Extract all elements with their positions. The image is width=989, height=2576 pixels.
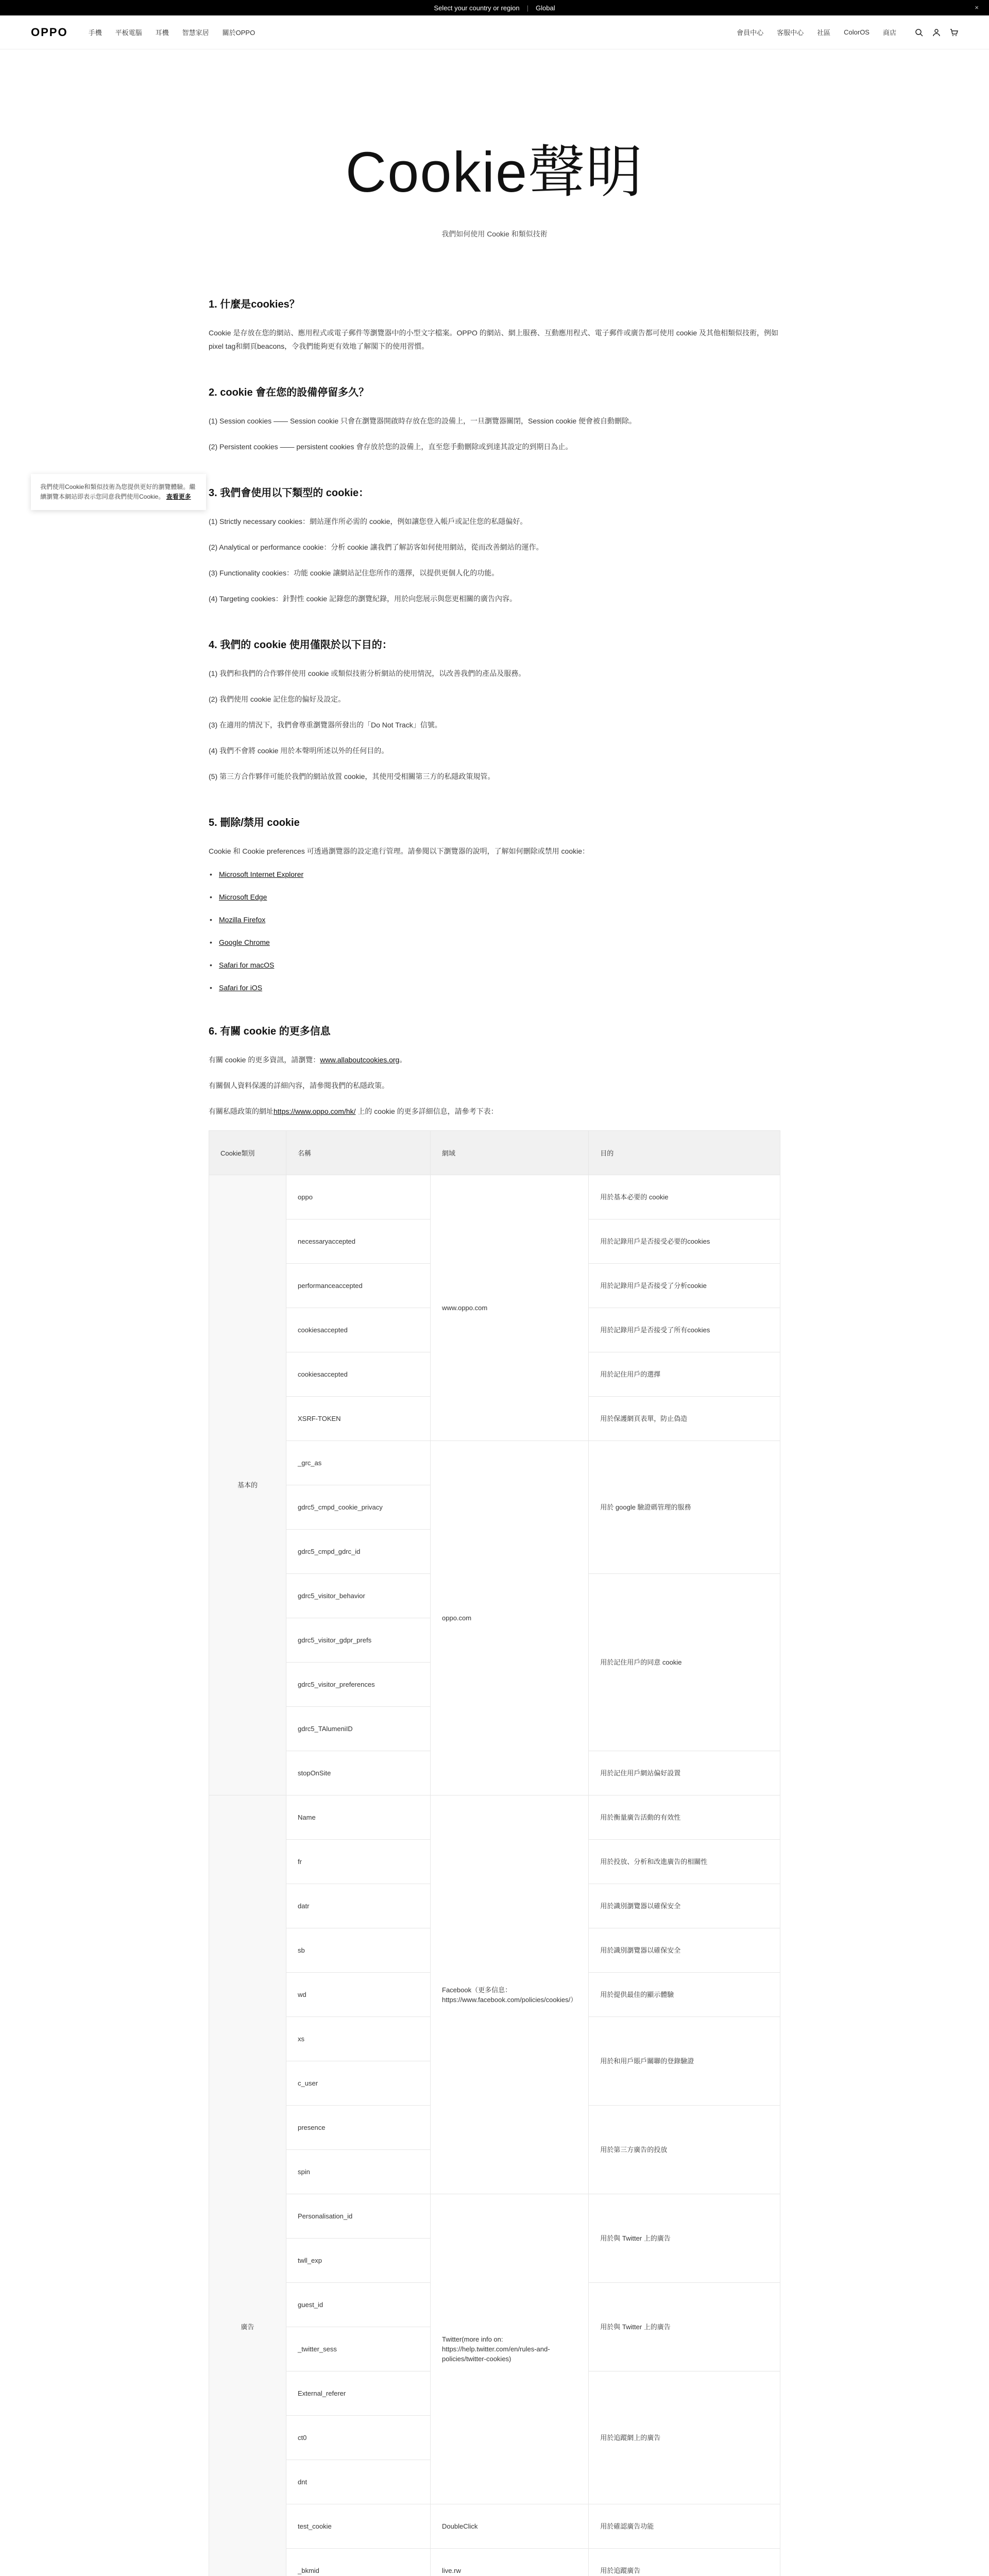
browser-link-chrome[interactable]: Google Chrome xyxy=(219,938,270,946)
section-paragraph: 有關個人資料保護的詳細內容，請參閱我們的私隱政策。 xyxy=(209,1081,389,1090)
cookie-domain: www.oppo.com xyxy=(431,1175,589,1441)
list-item xyxy=(209,984,780,992)
nav-link-support[interactable]: 客服中心 xyxy=(777,29,804,37)
nav-link-member[interactable]: 會員中心 xyxy=(737,29,764,37)
section-paragraph: (2) Persistent cookies —— persistent cookies 會存放於您的設備上，直至您手動刪除或到達其設定的到期日為止。 xyxy=(209,443,573,451)
region-banner-text: Select your country or region xyxy=(434,4,520,12)
cookie-purpose: 用於記錄用戶是否接受必要的cookies xyxy=(589,1219,780,1264)
cookie-purpose: 用於識別瀏覽器以確保安全 xyxy=(589,1884,780,1928)
cookie-domain: Facebook（更多信息：https://www.facebook.com/policies/cookies/） xyxy=(431,1795,589,2194)
cookie-name: guest_id xyxy=(286,2283,431,2327)
page-title: Cookie聲明 xyxy=(345,141,644,204)
section-paragraph: 有關私隱政策的網址https://www.oppo.com/hk/ 上的 cookie 的更多詳細信息，請參考下表： xyxy=(209,1107,498,1115)
browser-link-safari-ios[interactable]: Safari for iOS xyxy=(219,984,263,992)
search-icon[interactable] xyxy=(915,28,923,37)
section-paragraph: (1) Strictly necessary cookies：網站運作所必需的 cookie，例如讓您登入帳戶或記住您的私隱偏好。 xyxy=(209,517,527,526)
cookie-purpose: 用於與 Twitter 上的廣告 xyxy=(589,2283,780,2371)
table-row xyxy=(209,2194,780,2239)
cookie-name: gdrc5_visitor_behavior xyxy=(286,1574,431,1618)
list-item xyxy=(209,916,780,924)
hero xyxy=(0,49,989,239)
section-paragraph: (2) 我們使用 cookie 記住您的偏好及設定。 xyxy=(209,695,346,703)
browser-list xyxy=(209,870,780,992)
table-header-row xyxy=(209,1131,780,1175)
cookie-name: performanceaccepted xyxy=(286,1264,431,1308)
cookie-purpose: 用於記住用戶網站偏好設置 xyxy=(589,1751,780,1795)
cookie-name: gdrc5_visitor_preferences xyxy=(286,1663,431,1707)
cookie-purpose: 用於投放、分析和改進廣告的相關性 xyxy=(589,1840,780,1884)
section-delete-cookies xyxy=(209,814,780,992)
cookie-name: _grc_as xyxy=(286,1441,431,1485)
section-paragraph: (3) 在適用的情況下，我們會尊重瀏覽器所發出的「Do Not Track」信號。 xyxy=(209,721,442,729)
table-row xyxy=(209,1175,780,1219)
nav-link-audio[interactable]: 耳機 xyxy=(155,29,169,37)
section-title: 5. 刪除/禁用 cookie xyxy=(209,817,300,828)
nav-link-about[interactable]: 關於OPPO xyxy=(222,29,255,37)
list-item xyxy=(209,870,780,878)
cookie-domain: DoubleClick xyxy=(431,2504,589,2549)
cookie-purpose: 用於衡量廣告活動的有效性 xyxy=(589,1795,780,1840)
section-title: 2. cookie 會在您的設備停留多久？ xyxy=(209,387,369,398)
oppo-hk-link[interactable]: https://www.oppo.com/hk/ xyxy=(274,1107,356,1115)
cart-icon[interactable] xyxy=(950,28,958,37)
cookie-name: spin xyxy=(286,2150,431,2194)
cookie-name: gdrc5_visitor_gdpr_prefs xyxy=(286,1618,431,1663)
table-header: 網域 xyxy=(431,1131,589,1175)
cookie-purpose: 用於和用戶賬戶關聯的登錄驗證 xyxy=(589,2017,780,2106)
section-more-info xyxy=(209,1023,780,2576)
cookie-purpose: 用於提供最佳的顯示體驗 xyxy=(589,1973,780,2017)
cookie-category: 廣告 xyxy=(209,1795,286,2576)
cookie-category: 基本的 xyxy=(209,1175,286,1795)
nav-link-phones[interactable]: 手機 xyxy=(88,29,102,37)
cookie-name: cookiesaccepted xyxy=(286,1308,431,1352)
close-icon[interactable]: × xyxy=(975,4,979,11)
table-header: 名稱 xyxy=(286,1131,431,1175)
section-paragraph: (1) Session cookies —— Session cookie 只會在瀏覽器開啟時存放在您的設備上，一旦瀏覽器關閉，Session cookie 便會被自動刪除。 xyxy=(209,417,637,425)
cookie-consent-note xyxy=(31,474,206,510)
cookie-domain: Twitter(more info on: https://help.twitter.com/en/rules-and-policies/twitter-cookies) xyxy=(431,2194,589,2504)
cookie-purpose: 用於記住用戶的選擇 xyxy=(589,1352,780,1397)
section-cookie-purposes xyxy=(209,636,780,783)
cookie-purpose: 用於 google 驗證碼管理的服務 xyxy=(589,1441,780,1574)
nav-links xyxy=(89,27,255,37)
cookie-name: XSRF-TOKEN xyxy=(286,1397,431,1441)
section-paragraph: (3) Functionality cookies：功能 cookie 讓網站記住您所作的選擇，以提供更個人化的功能。 xyxy=(209,569,499,577)
cookie-name: Name xyxy=(286,1795,431,1840)
cookie-name: gdrc5_TAlumeniID xyxy=(286,1707,431,1751)
section-paragraph: (4) Targeting cookies：針對性 cookie 記錄您的瀏覽紀錄，用於向您展示與您更相關的廣告內容。 xyxy=(209,595,517,603)
cookie-purpose: 用於記錄用戶是否接受了所有cookies xyxy=(589,1308,780,1352)
cookie-name: datr xyxy=(286,1884,431,1928)
cookie-name: xs xyxy=(286,2017,431,2061)
cookie-name: Personalisation_id xyxy=(286,2194,431,2239)
cookie-purpose: 用於基本必要的 cookie xyxy=(589,1175,780,1219)
table-row xyxy=(209,1795,780,1840)
cookie-purpose: 用於第三方廣告的投放 xyxy=(589,2106,780,2194)
cookie-purpose: 用於記錄用戶是否接受了分析cookie xyxy=(589,1264,780,1308)
browser-link-ie[interactable]: Microsoft Internet Explorer xyxy=(219,870,304,878)
nav-link-tablets[interactable]: 平板電腦 xyxy=(115,29,142,37)
cookie-name: cookiesaccepted xyxy=(286,1352,431,1397)
nav-link-community[interactable]: 社區 xyxy=(817,29,831,37)
cookie-purpose: 用於記住用戶的同意 cookie xyxy=(589,1574,780,1751)
cookie-name: _twitter_sess xyxy=(286,2327,431,2371)
page-subtitle: 我們如何使用 Cookie 和類似技術 xyxy=(441,230,548,238)
cookie-name: dnt xyxy=(286,2460,431,2504)
region-banner: Select your country or region | Global × xyxy=(0,0,989,15)
section-title: 4. 我們的 cookie 使用僅限於以下目的： xyxy=(209,639,393,651)
cookie-purpose: 用於與 Twitter 上的廣告 xyxy=(589,2194,780,2283)
cookie-name: fr xyxy=(286,1840,431,1884)
list-item xyxy=(209,938,780,946)
cookie-name: necessaryaccepted xyxy=(286,1219,431,1264)
section-paragraph: 有關 cookie 的更多資訊，請瀏覽：www.allaboutcookies.org。 xyxy=(209,1056,407,1064)
section-paragraph: (4) 我們不會將 cookie 用於本聲明所述以外的任何目的。 xyxy=(209,747,389,755)
table-row xyxy=(209,2549,780,2576)
section-paragraph: (5) 第三方合作夥伴可能於我們的網站放置 cookie，其使用受相關第三方的私隱政策規管。 xyxy=(209,772,495,781)
cookie-name: c_user xyxy=(286,2061,431,2106)
nav-link-store[interactable]: 商店 xyxy=(882,29,896,37)
cookie-purpose: 用於識別瀏覽器以確保安全 xyxy=(589,1928,780,1973)
section-title: 6. 有關 cookie 的更多信息 xyxy=(209,1026,331,1037)
cookie-table xyxy=(209,1130,780,2576)
cookie-name: twll_exp xyxy=(286,2239,431,2283)
list-item xyxy=(209,893,780,901)
cookie-name: oppo xyxy=(286,1175,431,1219)
cookie-name: ct0 xyxy=(286,2416,431,2460)
cookie-name: test_cookie xyxy=(286,2504,431,2549)
table-row xyxy=(209,2504,780,2549)
cookie-name: wd xyxy=(286,1973,431,2017)
main-nav xyxy=(0,15,989,49)
cookie-name: _bkmid xyxy=(286,2549,431,2576)
cookie-name: gdrc5_cmpd_cookie_privacy xyxy=(286,1485,431,1530)
cookie-name: gdrc5_cmpd_gdrc_id xyxy=(286,1530,431,1574)
section-paragraph: (1) 我們和我們的合作夥伴使用 cookie 或類似技術分析網站的使用情況，以改善我們的產品及服務。 xyxy=(209,669,526,677)
list-item xyxy=(209,961,780,969)
section-title: 3. 我們會使用以下類型的 cookie： xyxy=(209,487,369,499)
section-cookie-types xyxy=(209,484,780,605)
section-what-are-cookies xyxy=(209,296,780,353)
browser-link-safari-mac[interactable]: Safari for macOS xyxy=(219,961,275,969)
cookie-name: sb xyxy=(286,1928,431,1973)
allaboutcookies-link[interactable]: www.allaboutcookies.org xyxy=(320,1056,400,1064)
section-paragraph: Cookie 是存放在您的網站、應用程式或電子郵件等瀏覽器中的小型文字檔案。OPPO 的網站、網上服務、互動應用程式、電子郵件或廣告都可使用 cookie 及其他相類似技術，例如 pixel tag和網頁beacons，令我們能夠更有效地了解閣下的使用習慣。 xyxy=(209,329,779,350)
oppo-logo[interactable]: OPPO xyxy=(31,25,68,39)
cookie-domain: oppo.com xyxy=(431,1441,589,1795)
section-title: 1. 什麼是cookies？ xyxy=(209,299,300,310)
section-paragraph: Cookie 和 Cookie preferences 可透過瀏覽器的設定進行管理。請參閱以下瀏覽器的說明，了解如何刪除或禁用 cookie： xyxy=(209,847,590,855)
cookie-purpose: 用於保護網頁表單，防止偽造 xyxy=(589,1397,780,1441)
table-header: Cookie類別 xyxy=(209,1131,286,1175)
cookie-purpose: 用於追蹤網上的廣告 xyxy=(589,2371,780,2504)
table-row xyxy=(209,1441,780,1485)
cookie-domain: live.rw xyxy=(431,2549,589,2576)
cookie-name: presence xyxy=(286,2106,431,2150)
main-content xyxy=(209,239,780,2576)
nav-right xyxy=(737,27,958,37)
browser-link-edge[interactable]: Microsoft Edge xyxy=(219,893,267,901)
section-cookie-duration xyxy=(209,384,780,453)
region-select-link[interactable]: Global xyxy=(536,4,555,12)
nav-link-smart-home[interactable]: 智慧家居 xyxy=(182,29,209,37)
table-header: 目的 xyxy=(589,1131,780,1175)
cookie-name: stopOnSite xyxy=(286,1751,431,1795)
browser-link-firefox[interactable]: Mozilla Firefox xyxy=(219,916,266,924)
section-paragraph: (2) Analytical or performance cookie：分析 cookie 讓我們了解訪客如何使用網站，從而改善網站的運作。 xyxy=(209,543,543,551)
user-icon[interactable] xyxy=(932,28,941,37)
cookie-name: External_referer xyxy=(286,2371,431,2416)
cookie-consent-more-link[interactable]: 查看更多 xyxy=(166,493,191,500)
cookie-consent-text: 我們使用Cookie和類似技術為您提供更好的瀏覽體驗。繼續瀏覽本網站即表示您同意我們使用Cookie。 xyxy=(40,483,196,500)
cookie-purpose: 用於追蹤廣告 xyxy=(589,2549,780,2576)
nav-link-coloros[interactable]: ColorOS xyxy=(844,28,869,36)
cookie-purpose: 用於確認廣告功能 xyxy=(589,2504,780,2549)
